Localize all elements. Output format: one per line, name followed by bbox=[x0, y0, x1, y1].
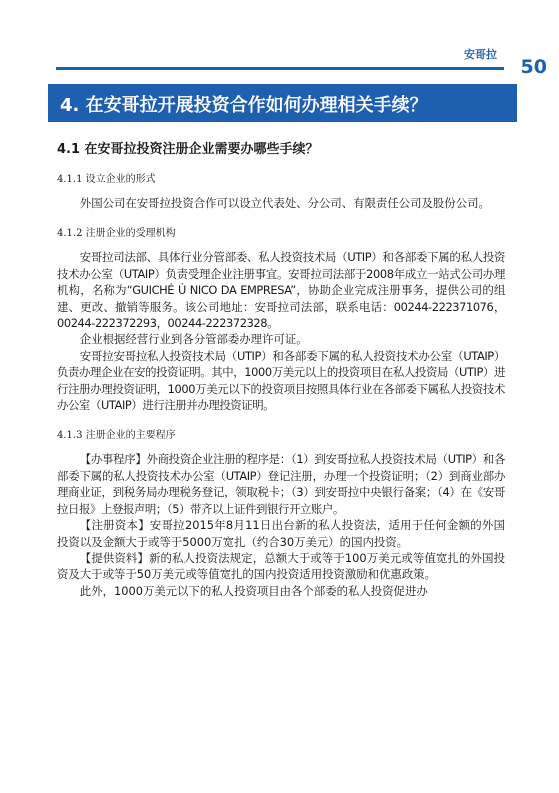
header-country: 安哥拉 bbox=[464, 48, 497, 61]
paragraph: 【提供资料】新的私人投资法规定，总额大于或等于100万美元或等值宽扎的外国投资及大于或等于50万美元或等值宽扎的国内投资适用投资激励和优惠政策。 bbox=[57, 550, 505, 582]
page-content bbox=[57, 138, 505, 599]
paragraph: 【注册资本】安哥拉2015年8月11日出台新的私人投资法，适用于任何金额的外国投资以及金额大于或等于5000万宽扎（约合30万美元）的国内投资。 bbox=[57, 518, 505, 549]
chapter-title: 4. 在安哥拉开展投资合作如何办理相关手续？ bbox=[60, 95, 428, 116]
subsection-heading: 4.1.2 注册企业的受理机构 bbox=[57, 228, 176, 240]
section-heading: 4.1 在安哥拉投资注册企业需要办哪些手续？ bbox=[57, 142, 319, 157]
header-rule bbox=[56, 67, 504, 70]
paragraph: 外国公司在安哥拉投资合作可以设立代表处、分公司、有限责任公司及股份公司。 bbox=[79, 196, 490, 210]
paragraph: 企业根据经营行业到各分管部委办理许可证。 bbox=[79, 332, 308, 347]
paragraph: 此外，1000万美元以下的私人投资项目由各个部委的私人投资促进办 bbox=[79, 583, 428, 598]
paragraph: 安哥拉司法部、具体行业分管部委、私人投资技术局（UTIP）和各部委下属的私人投资技术办公室（UTAIP）负责受理企业注册事宜。安哥拉司法部于2008年成立一站式公司办理机构，名称为“GUICHÉ Ú NICO DA EMPRESA”，协助企业完成注册事务，提供公司的组建、更改、撤销等服务。该公司地址：安哥拉司法部，联系电话：00244-222371076，00244-222372293，00244-222372328。 bbox=[57, 250, 505, 331]
page-number: 50 bbox=[520, 56, 547, 78]
paragraph: 【办事程序】外商投资企业注册的程序是：（1）到安哥拉私人投资技术局（UTIP）和各部委下属的私人投资技术办公室（UTAIP）登记注册，办理一个投资证明；（2）到商业部办理商业证，到税务局办理税务登记，领取税卡；（3）到安哥拉中央银行备案；（4）在《安哥拉日报》上登报声明；（5）带齐以上证件到银行开立账户。 bbox=[57, 452, 505, 516]
subsection-heading: 4.1.1 设立企业的形式 bbox=[57, 174, 156, 185]
subsection-heading: 4.1.3 注册企业的主要程序 bbox=[57, 430, 176, 442]
paragraph: 安哥拉安哥拉私人投资技术局（UTIP）和各部委下属的私人投资技术办公室（UTAIP）负责办理企业在安的投资证明。其中，1000万美元以上的投资项目在私人投资局（UTIP）进行注册办理投资证明，1000万美元以下的投资项目按照具体行业在各部委下属私人投资技术办公室（UTAIP）进行注册并办理投资证明。 bbox=[57, 348, 505, 413]
